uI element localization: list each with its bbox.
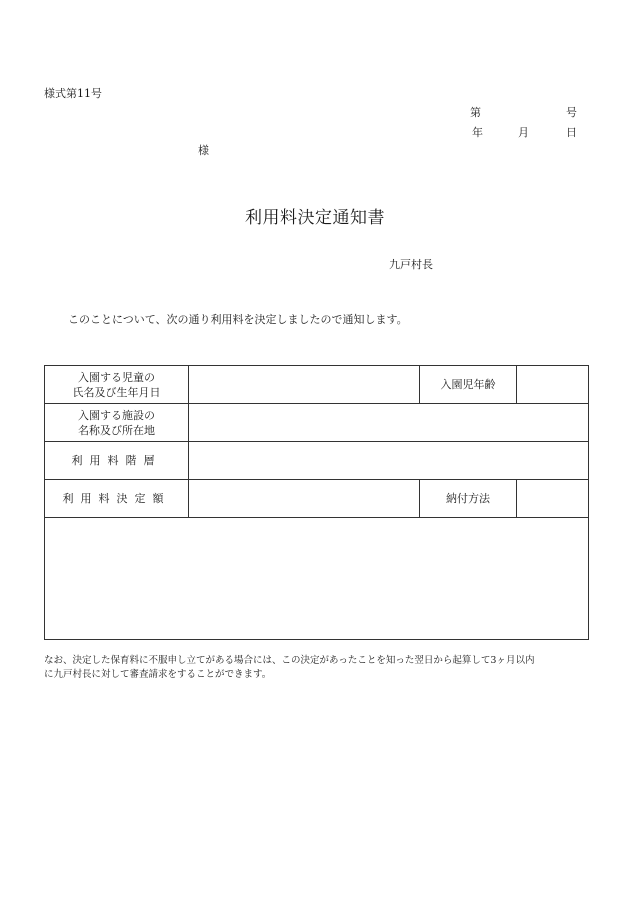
fee-decision-table <box>44 365 589 640</box>
facility-label <box>45 404 189 442</box>
recipient-honorific: 様 <box>198 144 209 157</box>
table-row-facility <box>45 404 589 442</box>
fee-tier-field[interactable] <box>189 442 589 480</box>
payment-method-field[interactable] <box>517 480 589 518</box>
child-name-dob-label <box>45 366 189 404</box>
table-row-remarks <box>45 518 589 640</box>
issue-number-prefix: 第 <box>470 106 481 119</box>
date-year-label: 年 <box>472 126 483 139</box>
date-day-label: 日 <box>566 126 577 139</box>
table-row-child <box>45 366 589 404</box>
fee-amount-field[interactable] <box>189 480 420 518</box>
age-label: 入園児年齢 <box>420 366 517 404</box>
issue-number-suffix: 号 <box>566 106 577 119</box>
age-field[interactable] <box>517 366 589 404</box>
form-number: 様式第11号 <box>44 87 102 100</box>
footnote-line2: に九戸村長に対して審査請求をすることができます。 <box>44 669 272 680</box>
document-title: 利用料決定通知書 <box>245 208 385 228</box>
child-label-line2: 氏名及び生年月日 <box>72 385 161 399</box>
fee-amount-label: 利用料決定額 <box>45 480 189 518</box>
child-label-line1: 入園する児童の <box>78 370 155 384</box>
remarks-area[interactable] <box>45 518 589 640</box>
appeal-footnote <box>44 654 534 682</box>
table-row-fee-tier <box>45 442 589 480</box>
facility-field[interactable] <box>189 404 589 442</box>
fee-tier-label: 利用料階層 <box>45 442 189 480</box>
issuer-name: 九戸村長 <box>389 258 433 271</box>
footnote-line1: なお、決定した保育料に不服申し立てがある場合には、この決定があったことを知った翌日から起算して3ヶ月以内 <box>44 655 535 666</box>
child-name-dob-field[interactable] <box>189 366 420 404</box>
table-row-fee-amount <box>45 480 589 518</box>
intro-text: このことについて、次の通り利用料を決定しましたので通知します。 <box>68 313 408 326</box>
facility-label-line2: 名称及び所在地 <box>78 423 155 437</box>
facility-label-line1: 入園する施設の <box>78 408 155 422</box>
date-month-label: 月 <box>518 126 529 139</box>
payment-method-label: 納付方法 <box>420 480 517 518</box>
